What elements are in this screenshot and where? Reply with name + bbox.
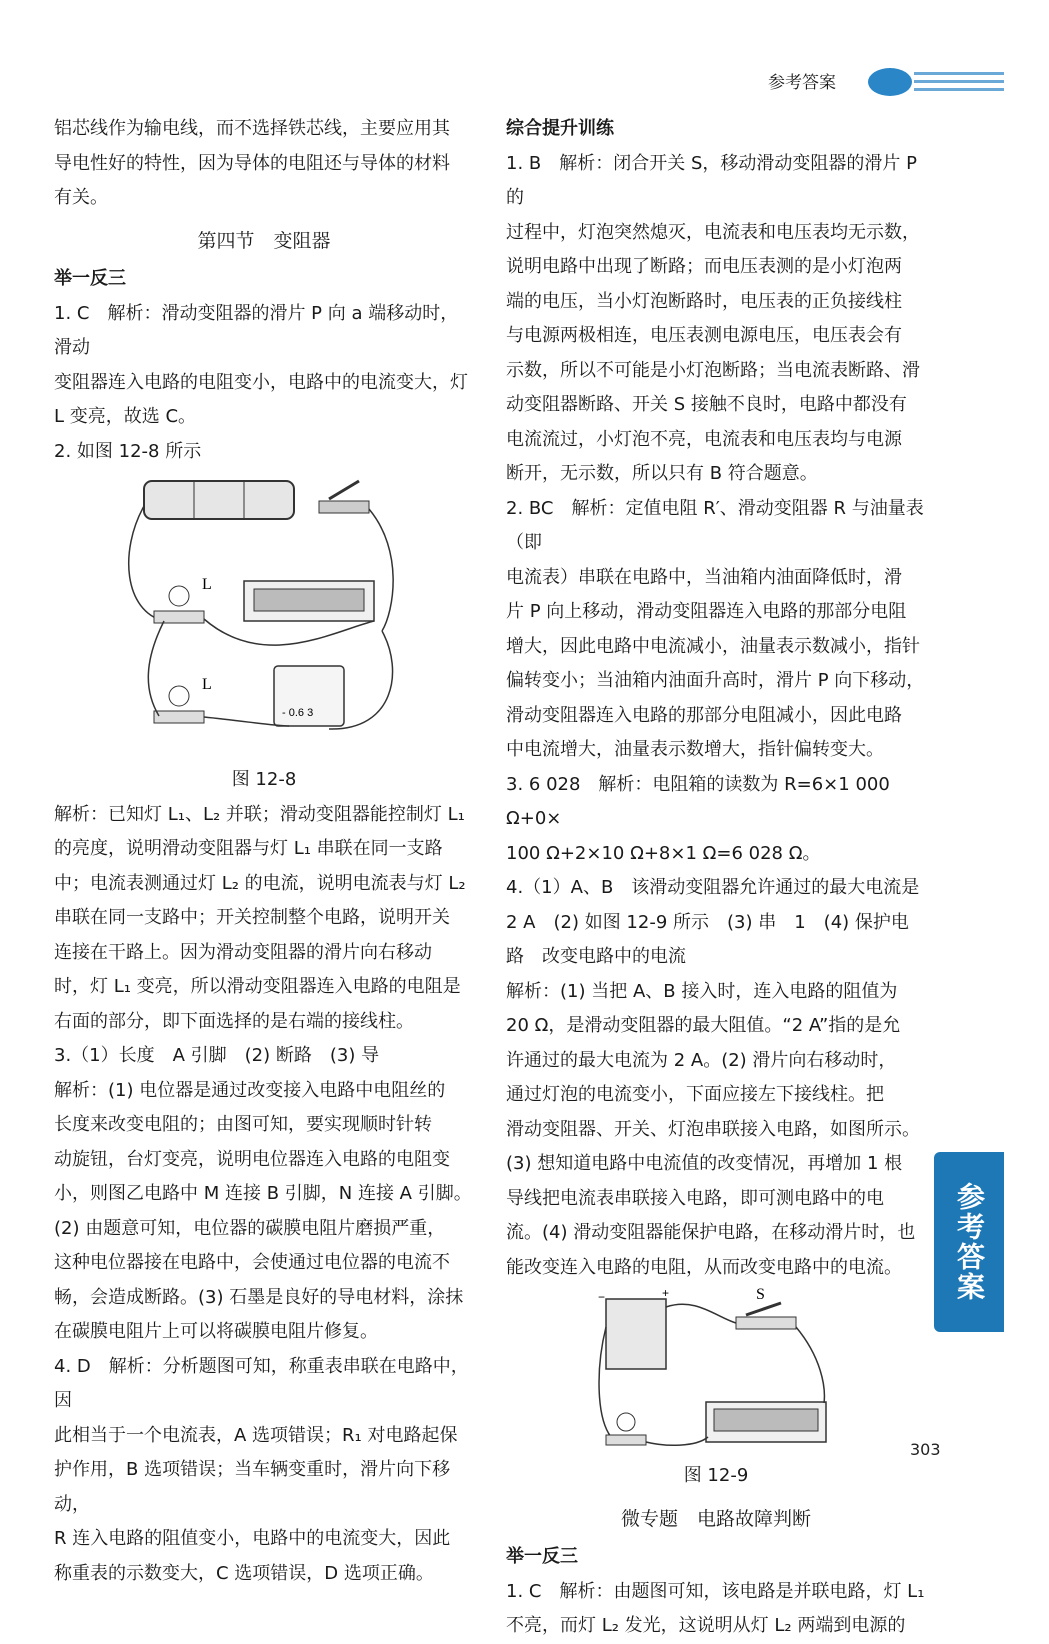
- subheading: 举一反三: [506, 1546, 578, 1567]
- minus-label: −: [598, 1290, 606, 1304]
- answer-line: 中电流增大，油量表示数增大，指针偏转变大。: [506, 739, 884, 760]
- answer-line: 电流流过，小灯泡不亮，电流表和电压表均与电源: [506, 428, 902, 450]
- answer-line: 100 Ω+2×10 Ω+8×1 Ω=6 028 Ω。: [506, 842, 821, 864]
- answer-line: 过程中，灯泡突然熄灭，电流表和电压表均无示数，: [506, 221, 920, 243]
- circuit-figure-12-8: [114, 471, 414, 761]
- answer-line: 动变阻器断路、开关 S 接触不良时，电路中都没有: [506, 394, 907, 415]
- answer-line: 1. C 解析：滑动变阻器的滑片 P 向 a 端移动时，滑动: [54, 302, 459, 358]
- l1-label: L: [202, 576, 212, 593]
- answer-line: 端的电压，当小灯泡断路时，电压表的正负接线柱: [506, 290, 902, 312]
- analysis-line: (3) 想知道电路中电流值的改变情况，再增加 1 根: [506, 1153, 903, 1174]
- answer-line: 4.（1）A、B 该滑动变阻器允许通过的最大电流是: [506, 877, 920, 898]
- plus-label: +: [662, 1287, 670, 1300]
- intro-line: 导电性好的特性，因为导体的电阻还与导体的材料: [54, 152, 450, 174]
- analysis-line: 时，灯 L₁ 变亮，所以滑动变阻器连入电路的电阻是: [54, 976, 461, 997]
- analysis-line: 动旋钮，台灯变亮，说明电位器连入电路的电阻变: [54, 1148, 450, 1170]
- analysis-line: 这种电位器接在电路中，会使通过电位器的电流不: [54, 1252, 450, 1273]
- analysis-line: 20 Ω，是滑动变阻器的最大阻值。“2 A”指的是允: [506, 1015, 901, 1036]
- answer-line: 说明电路中出现了断路；而电压表测的是小灯泡两: [506, 256, 902, 277]
- answer-line: 2. 如图 12-8 所示: [54, 440, 202, 462]
- section-title: 第四节 变阻器: [197, 229, 331, 252]
- analysis-line: 解析：(1) 电位器是通过改变接入电路中电阻丝的: [54, 1079, 446, 1101]
- circuit-figure-12-9: [596, 1287, 836, 1457]
- answer-line: R 连入电路的阻值变小，电路中的电流变大，因此: [54, 1528, 451, 1549]
- answer-line: 护作用，B 选项错误；当车辆变重时，滑片向下移动，: [54, 1459, 451, 1515]
- answer-line: 与电源两极相连，电压表测电源电压，电压表会有: [506, 325, 902, 346]
- answer-line: 路 改变电路中的电流: [506, 946, 686, 967]
- answer-line: 1. C 解析：由题图可知，该电路是并联电路，灯 L₁: [506, 1580, 925, 1602]
- analysis-line: 通过灯泡的电流变小，下面应接左下接线柱。把: [506, 1084, 884, 1105]
- answer-line: 片 P 向上移动，滑动变阻器连入电路的那部分电阻: [506, 601, 907, 622]
- analysis-line: 长度来改变电阻的；由图可知，要实现顺时针转: [54, 1114, 432, 1135]
- analysis-line: 在碳膜电阻片上可以将碳膜电阻片修复。: [54, 1321, 378, 1342]
- left-column: [54, 112, 474, 1591]
- answer-line: 4. D 解析：分析题图可知，称重表串联在电路中，因: [54, 1355, 469, 1411]
- answer-line: L 变亮，故选 C。: [54, 406, 197, 427]
- page-number: 303: [910, 1440, 941, 1459]
- analysis-line: (2) 由题意可知，电位器的碳膜电阻片磨损严重，: [54, 1217, 446, 1239]
- answer-line: 断开，无示数，所以只有 B 符合题意。: [506, 463, 818, 484]
- subheading: 综合提升训练: [506, 118, 614, 139]
- figure-caption: 图 12-8: [231, 769, 297, 790]
- micro-topic-title: 微专题 电路故障判断: [620, 1507, 811, 1530]
- answer-line: 3.（1）长度 A 引脚 (2) 断路 (3) 导: [54, 1045, 380, 1066]
- answer-line: 称重表的示数变大，C 选项错误，D 选项正确。: [54, 1562, 434, 1584]
- analysis-line: 小，则图乙电路中 M 连接 B 引脚，N 连接 A 引脚。: [54, 1183, 472, 1204]
- header-logo-icon: [858, 60, 1008, 102]
- analysis-line: 畅，会造成断路。(3) 石墨是良好的导电材料，涂抹: [54, 1286, 464, 1308]
- answer-line: 此相当于一个电流表，A 选项错误；R₁ 对电路起保: [54, 1424, 458, 1446]
- analysis-line: 右面的部分，即下面选择的是右端的接线柱。: [54, 1010, 414, 1032]
- answer-line: 偏转变小；当油箱内油面升高时，滑片 P 向下移动，: [506, 670, 925, 691]
- answer-line: 电流表）串联在电路中，当油箱内油面降低时，滑: [506, 566, 902, 588]
- answer-line: 示数，所以不可能是小灯泡断路；当电流表断路、滑: [506, 359, 920, 381]
- header-label: 参考答案: [768, 73, 836, 93]
- analysis-line: 流。(4) 滑动变阻器能保护电路，在移动滑片时，也: [506, 1222, 916, 1243]
- analysis-line: 滑动变阻器、开关、灯泡串联接入电路，如图所示。: [506, 1118, 920, 1140]
- l2-label: L: [202, 676, 212, 693]
- analysis-line: 许通过的最大电流为 2 A。(2) 滑片向右移动时，: [506, 1049, 897, 1071]
- answer-line: 2. BC 解析：定值电阻 R′、滑动变阻器 R 与油量表（即: [506, 497, 924, 553]
- answer-line: 1. B 解析：闭合开关 S，移动滑动变阻器的滑片 P 的: [506, 152, 917, 208]
- analysis-line: 导线把电流表串联接入电路，即可测电路中的电: [506, 1187, 884, 1209]
- right-column: [506, 112, 926, 1644]
- side-tab: 参考答案: [934, 1152, 1004, 1332]
- intro-line: 铝芯线作为输电线，而不选择铁芯线，主要应用其: [54, 118, 450, 139]
- analysis-line: 中；电流表测通过灯 L₂ 的电流，说明电流表与灯 L₂: [54, 872, 466, 894]
- switch-label: S: [756, 1287, 765, 1303]
- analysis-line: 连接在干路上。因为滑动变阻器的滑片向右移动: [54, 941, 432, 963]
- analysis-line: 串联在同一支路中；开关控制整个电路，说明开关: [54, 907, 450, 928]
- subheading: 举一反三: [54, 268, 126, 289]
- analysis-line: 解析：(1) 当把 A、B 接入时，连入电路的阻值为: [506, 980, 898, 1002]
- meter-scale: - 0.6 3: [282, 707, 314, 719]
- answer-line: 3. 6 028 解析：电阻箱的读数为 R=6×1 000 Ω+0×: [506, 773, 890, 829]
- answer-line: 变阻器连入电路的电阻变小，电路中的电流变大，灯: [54, 371, 468, 393]
- analysis-line: 的亮度，说明滑动变阻器与灯 L₁ 串联在同一支路: [54, 838, 443, 859]
- analysis-line: 解析：已知灯 L₁、L₂ 并联；滑动变阻器能控制灯 L₁: [54, 803, 465, 825]
- answer-line: 增大，因此电路中电流减小，油量表示数减小，指针: [506, 635, 920, 657]
- answer-line: 2 A (2) 如图 12-9 所示 (3) 串 1 (4) 保护电: [506, 911, 909, 933]
- answer-line: 不亮，而灯 L₂ 发光，这说明从灯 L₂ 两端到电源的: [506, 1615, 906, 1636]
- analysis-line: 能改变连入电路的电阻，从而改变电路中的电流。: [506, 1256, 902, 1278]
- figure-caption: 图 12-9: [683, 1465, 749, 1486]
- answer-line: 滑动变阻器连入电路的那部分电阻减小，因此电路: [506, 704, 902, 726]
- intro-line: 有关。: [54, 187, 108, 208]
